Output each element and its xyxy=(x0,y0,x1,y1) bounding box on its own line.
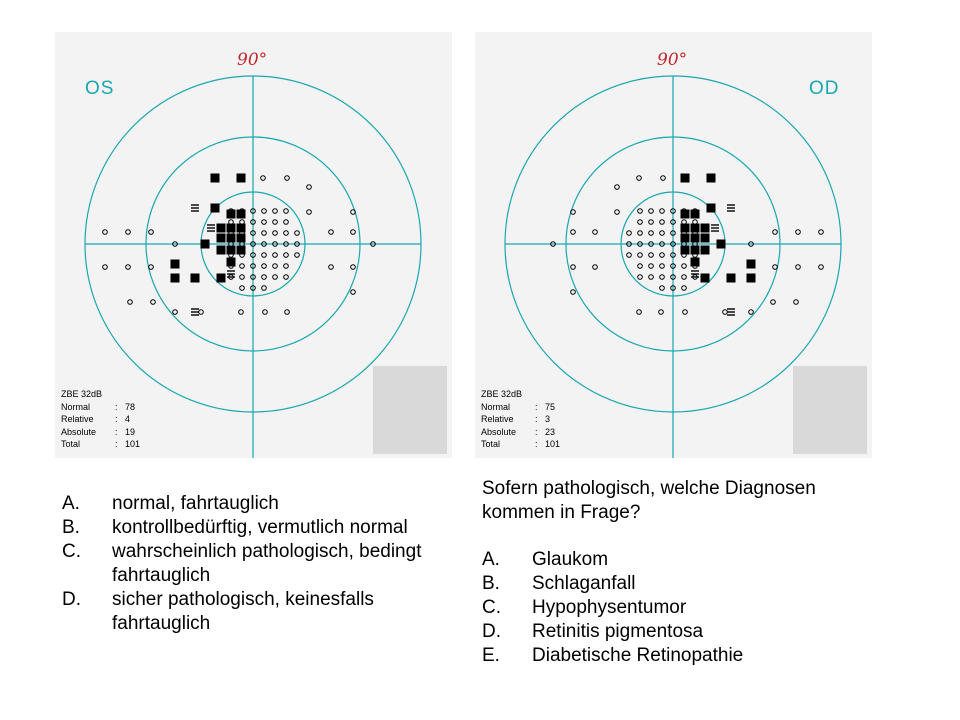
test-point-seen xyxy=(284,231,289,236)
test-point-seen xyxy=(103,230,108,235)
stats-key: Normal xyxy=(481,401,511,412)
test-point-seen xyxy=(262,209,267,214)
question-text: Sofern pathologisch, welche Diagnosen kommen in Frage? xyxy=(482,478,816,523)
test-point-absolute xyxy=(227,258,236,267)
test-point-absolute xyxy=(681,246,690,255)
test-point-absolute xyxy=(211,174,220,183)
test-point-seen xyxy=(173,310,178,315)
stats-row xyxy=(481,438,560,451)
answer-letter: B. xyxy=(482,573,500,594)
stats-value: 3 xyxy=(545,414,551,424)
test-point-seen xyxy=(660,264,665,269)
test-point-absolute xyxy=(701,234,710,243)
test-point-seen xyxy=(660,209,665,214)
test-point-seen xyxy=(295,253,300,258)
eye-label-od: OD xyxy=(809,78,840,99)
test-point-seen xyxy=(263,310,268,315)
test-point-absolute xyxy=(681,234,690,243)
test-point-seen xyxy=(284,264,289,269)
degree-label-os: 90° xyxy=(237,50,268,70)
stats-row xyxy=(61,413,140,426)
answer-option[interactable] xyxy=(62,492,462,516)
stats-colon: : xyxy=(535,439,538,449)
answer-text: Diabetische Retinopathie xyxy=(532,645,744,666)
stats-value: 23 xyxy=(545,426,556,437)
test-point-seen xyxy=(660,286,665,291)
test-point-seen xyxy=(239,310,244,315)
test-point-absolute xyxy=(217,224,226,233)
test-point-seen xyxy=(284,253,289,258)
test-point-seen xyxy=(683,310,688,315)
test-point-seen xyxy=(660,231,665,236)
test-point-seen xyxy=(307,185,312,190)
test-point-absolute xyxy=(237,246,246,255)
answer-text: Schlaganfall xyxy=(532,573,636,594)
test-point-seen xyxy=(240,275,245,280)
test-point-absolute xyxy=(191,274,200,283)
test-point-seen xyxy=(199,310,204,315)
stats-value: 4 xyxy=(125,414,131,424)
answer-text: Hypophysentumor xyxy=(532,597,687,618)
test-point-seen xyxy=(649,231,654,236)
test-point-seen xyxy=(682,275,687,280)
test-point-seen xyxy=(723,310,728,315)
answer-text: Retinitis pigmentosa xyxy=(532,621,704,642)
test-point-absolute xyxy=(201,240,210,249)
test-point-seen xyxy=(284,220,289,225)
test-point-seen xyxy=(571,290,576,295)
test-point-seen xyxy=(627,231,632,236)
test-point-seen xyxy=(284,275,289,280)
answer-option[interactable] xyxy=(62,516,462,540)
test-point-seen xyxy=(151,300,156,305)
answer-option[interactable] xyxy=(62,540,462,588)
test-point-seen xyxy=(660,253,665,258)
test-point-seen xyxy=(749,310,754,315)
test-point-seen xyxy=(329,265,334,270)
test-point-absolute xyxy=(237,210,246,219)
visual-field-od xyxy=(475,32,872,458)
answer-option[interactable] xyxy=(482,620,902,644)
test-point-seen xyxy=(128,300,133,305)
answer-text: wahrscheinlich pathologisch, bedingt fahrtauglich xyxy=(112,541,422,586)
stats-row xyxy=(481,388,560,401)
test-point-seen xyxy=(329,230,334,235)
answer-letter: A. xyxy=(482,549,500,570)
answer-option[interactable] xyxy=(482,644,902,668)
stats-key: Absolute xyxy=(481,426,517,437)
gray-scale-box-od xyxy=(793,366,867,454)
test-point-seen xyxy=(637,176,642,181)
test-point-absolute xyxy=(237,224,246,233)
test-point-seen xyxy=(615,210,620,215)
stats-table-os xyxy=(61,388,140,451)
answer-letter: D. xyxy=(62,589,81,610)
test-point-absolute xyxy=(171,260,180,269)
stats-row xyxy=(61,438,140,451)
test-point-absolute xyxy=(681,224,690,233)
test-point-seen xyxy=(638,264,643,269)
test-point-seen xyxy=(273,209,278,214)
test-point-absolute xyxy=(217,246,226,255)
test-point-seen xyxy=(593,265,598,270)
test-point-seen xyxy=(819,230,824,235)
stats-row xyxy=(61,388,140,401)
test-point-seen xyxy=(571,230,576,235)
stats-colon: : xyxy=(535,414,538,424)
test-point-seen xyxy=(794,300,799,305)
stats-key: Total xyxy=(481,439,501,449)
test-point-seen xyxy=(649,209,654,214)
test-point-seen xyxy=(773,230,778,235)
test-point-seen xyxy=(351,290,356,295)
answer-list-right xyxy=(482,548,902,668)
test-point-seen xyxy=(638,220,643,225)
test-point-seen xyxy=(261,176,266,181)
stats-value: 101 xyxy=(545,439,561,449)
stats-colon: : xyxy=(115,414,118,424)
test-point-absolute xyxy=(227,224,236,233)
test-point-seen xyxy=(627,253,632,258)
answer-option[interactable] xyxy=(482,572,902,596)
test-point-absolute xyxy=(171,274,180,283)
test-point-absolute xyxy=(237,234,246,243)
test-point-seen xyxy=(262,253,267,258)
answer-letter: B. xyxy=(62,517,80,538)
test-point-seen xyxy=(796,230,801,235)
test-point-seen xyxy=(273,264,278,269)
stats-key: Normal xyxy=(61,401,91,412)
test-point-seen xyxy=(273,253,278,258)
test-point-seen xyxy=(284,209,289,214)
test-point-seen xyxy=(149,230,154,235)
answer-text: normal, fahrtauglich xyxy=(112,493,279,514)
test-point-seen xyxy=(273,275,278,280)
stats-value: 101 xyxy=(125,439,141,449)
test-point-seen xyxy=(307,210,312,215)
gray-scale-box-os xyxy=(373,366,447,454)
answer-text: kontrollbedürftig, vermutlich normal xyxy=(112,517,408,538)
answer-text: sicher pathologisch, keinesfalls fahrtauglich xyxy=(112,589,374,634)
answer-list-left xyxy=(62,492,462,636)
degree-label-od: 90° xyxy=(657,50,688,70)
stats-key: Relative xyxy=(481,414,514,424)
test-point-seen xyxy=(649,220,654,225)
test-point-seen xyxy=(351,265,356,270)
test-point-seen xyxy=(103,265,108,270)
stats-colon: : xyxy=(115,401,118,412)
test-point-seen xyxy=(649,264,654,269)
test-point-seen xyxy=(295,231,300,236)
test-point-seen xyxy=(771,300,776,305)
test-point-seen xyxy=(262,275,267,280)
test-point-absolute xyxy=(727,274,736,283)
answer-option[interactable] xyxy=(482,596,902,620)
answer-letter: C. xyxy=(482,597,501,618)
stats-colon: : xyxy=(535,426,538,437)
test-point-seen xyxy=(682,286,687,291)
test-point-seen xyxy=(262,220,267,225)
test-point-absolute xyxy=(691,246,700,255)
test-point-absolute xyxy=(227,210,236,219)
test-point-seen xyxy=(638,231,643,236)
stats-value: 78 xyxy=(125,401,136,412)
test-point-absolute xyxy=(217,274,226,283)
stats-key: ZBE 32dB xyxy=(481,389,523,399)
test-point-seen xyxy=(126,265,131,270)
stats-value: 75 xyxy=(545,401,556,412)
stats-colon: : xyxy=(115,426,118,437)
test-point-absolute xyxy=(701,224,710,233)
test-point-absolute xyxy=(701,246,710,255)
test-point-absolute xyxy=(747,274,756,283)
test-point-seen xyxy=(351,230,356,235)
test-point-seen xyxy=(285,176,290,181)
test-point-seen xyxy=(262,264,267,269)
test-point-seen xyxy=(240,264,245,269)
test-point-absolute xyxy=(217,234,226,243)
test-point-seen xyxy=(571,265,576,270)
visual-field-os xyxy=(55,32,452,458)
test-point-seen xyxy=(682,264,687,269)
answer-option[interactable] xyxy=(482,548,902,572)
test-point-absolute xyxy=(707,174,716,183)
test-point-seen xyxy=(660,275,665,280)
test-point-seen xyxy=(819,265,824,270)
test-point-absolute xyxy=(211,204,220,213)
test-point-seen xyxy=(615,185,620,190)
test-point-seen xyxy=(649,253,654,258)
stats-key: Absolute xyxy=(61,426,97,437)
test-point-absolute xyxy=(707,204,716,213)
test-point-seen xyxy=(593,230,598,235)
stats-row xyxy=(481,401,560,414)
test-point-seen xyxy=(638,275,643,280)
test-point-absolute xyxy=(227,234,236,243)
answer-text: Glaukom xyxy=(532,549,609,570)
test-point-absolute xyxy=(681,174,690,183)
test-point-absolute xyxy=(691,210,700,219)
test-point-seen xyxy=(285,310,290,315)
test-point-seen xyxy=(273,220,278,225)
test-point-absolute xyxy=(227,246,236,255)
answer-letter: D. xyxy=(482,621,501,642)
stats-key: Relative xyxy=(61,414,94,424)
answer-option[interactable] xyxy=(62,588,462,636)
stats-row xyxy=(61,401,140,414)
answer-letter: C. xyxy=(62,541,81,562)
stats-colon: : xyxy=(115,439,118,449)
stats-key: ZBE 32dB xyxy=(61,389,103,399)
test-point-absolute xyxy=(237,174,246,183)
stats-row xyxy=(61,426,140,439)
answer-letter: A. xyxy=(62,493,80,514)
test-point-seen xyxy=(659,310,664,315)
test-point-seen xyxy=(661,176,666,181)
test-point-absolute xyxy=(681,210,690,219)
test-point-seen xyxy=(649,275,654,280)
test-point-seen xyxy=(262,231,267,236)
stats-row xyxy=(481,426,560,439)
test-point-absolute xyxy=(691,234,700,243)
eye-label-os: OS xyxy=(85,78,115,99)
stats-key: Total xyxy=(61,439,81,449)
stats-value: 19 xyxy=(125,426,136,437)
stats-colon: : xyxy=(535,401,538,412)
test-point-seen xyxy=(240,286,245,291)
test-point-seen xyxy=(262,286,267,291)
test-point-seen xyxy=(660,220,665,225)
test-point-seen xyxy=(773,265,778,270)
stats-table-od xyxy=(481,388,560,451)
test-point-absolute xyxy=(747,260,756,269)
test-point-seen xyxy=(796,265,801,270)
answer-letter: E. xyxy=(482,645,500,666)
test-point-seen xyxy=(149,265,154,270)
test-point-absolute xyxy=(691,224,700,233)
test-point-seen xyxy=(638,209,643,214)
test-point-seen xyxy=(637,310,642,315)
test-point-seen xyxy=(126,230,131,235)
test-point-seen xyxy=(273,231,278,236)
test-point-absolute xyxy=(717,240,726,249)
stats-row xyxy=(481,413,560,426)
test-point-seen xyxy=(638,253,643,258)
test-point-absolute xyxy=(691,258,700,267)
test-point-absolute xyxy=(701,274,710,283)
